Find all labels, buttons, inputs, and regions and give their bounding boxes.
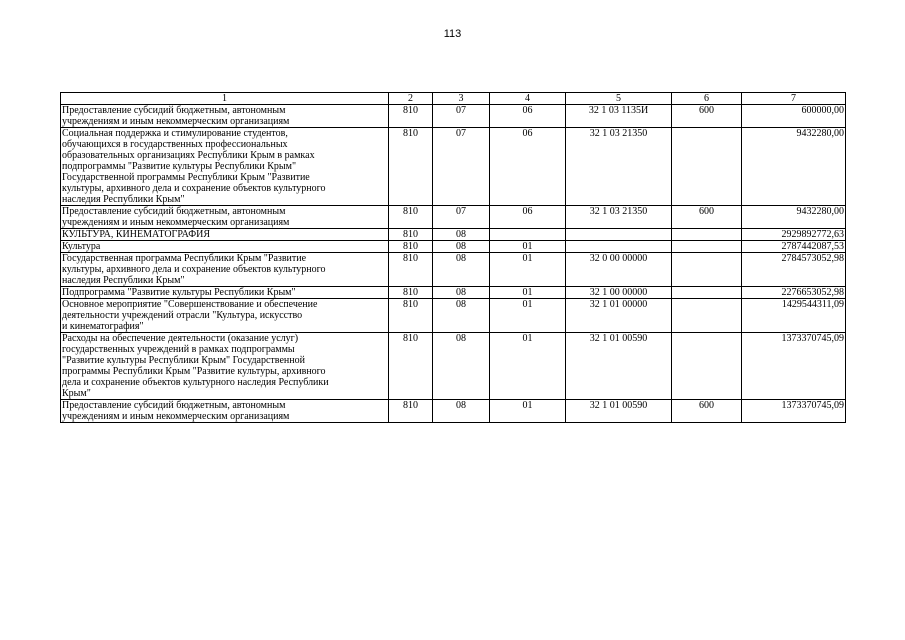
- table-header-row: [61, 93, 846, 105]
- section-code: 07: [433, 206, 490, 229]
- subsection-code: 01: [490, 241, 566, 253]
- amount: 1429544311,09: [742, 299, 846, 333]
- amount: 1373370745,09: [742, 400, 846, 423]
- subsection-code: [490, 229, 566, 241]
- table-row: [61, 206, 846, 229]
- table-row: [61, 128, 846, 206]
- section-code: 08: [433, 229, 490, 241]
- target-article-code: [566, 241, 672, 253]
- column-header: 7: [742, 93, 846, 105]
- subsection-code: 01: [490, 253, 566, 287]
- amount: 9432280,00: [742, 206, 846, 229]
- ministry-code: 810: [389, 333, 433, 400]
- column-header: 1: [61, 93, 389, 105]
- target-article-code: [566, 229, 672, 241]
- target-article-code: 32 0 00 00000: [566, 253, 672, 287]
- section-code: 08: [433, 333, 490, 400]
- table-row: [61, 241, 846, 253]
- ministry-code: 810: [389, 287, 433, 299]
- subsection-code: 01: [490, 400, 566, 423]
- column-header: 5: [566, 93, 672, 105]
- table-row: [61, 287, 846, 299]
- target-article-code: 32 1 00 00000: [566, 287, 672, 299]
- column-header: 2: [389, 93, 433, 105]
- amount: 600000,00: [742, 105, 846, 128]
- target-article-code: 32 1 03 21350: [566, 206, 672, 229]
- amount: 9432280,00: [742, 128, 846, 206]
- target-article-code: 32 1 03 1135И: [566, 105, 672, 128]
- item-name: Культура: [61, 241, 389, 253]
- section-code: 07: [433, 105, 490, 128]
- amount: 2929892772,63: [742, 229, 846, 241]
- ministry-code: 810: [389, 400, 433, 423]
- expense-type-code: 600: [672, 400, 742, 423]
- section-code: 08: [433, 253, 490, 287]
- item-name: Расходы на обеспечение деятельности (оказание услуг) государственных учреждений в рамках подпрограммы "Развитие культуры Республики Крым" Государственной программы Республики Крым "Развитие культуры, архивного дела и сохранение объектов культурного наследия Республики Крым": [61, 333, 389, 400]
- target-article-code: 32 1 01 00590: [566, 400, 672, 423]
- ministry-code: 810: [389, 253, 433, 287]
- target-article-code: 32 1 03 21350: [566, 128, 672, 206]
- item-name: Государственная программа Республики Крым "Развитие культуры, архивного дела и сохранение объектов культурного наследия Республики Крым": [61, 253, 389, 287]
- subsection-code: 01: [490, 333, 566, 400]
- expense-type-code: 600: [672, 206, 742, 229]
- ministry-code: 810: [389, 241, 433, 253]
- ministry-code: 810: [389, 128, 433, 206]
- table-row: [61, 229, 846, 241]
- expense-type-code: [672, 229, 742, 241]
- amount: 1373370745,09: [742, 333, 846, 400]
- page-number: 113: [443, 28, 462, 40]
- section-code: 08: [433, 287, 490, 299]
- ministry-code: 810: [389, 229, 433, 241]
- section-code: 08: [433, 299, 490, 333]
- expense-type-code: [672, 299, 742, 333]
- expense-type-code: 600: [672, 105, 742, 128]
- budget-table: [60, 92, 846, 423]
- item-name: Предоставление субсидий бюджетным, автономным учреждениям и иным некоммерческим организациям: [61, 400, 389, 423]
- target-article-code: 32 1 01 00000: [566, 299, 672, 333]
- column-header: 6: [672, 93, 742, 105]
- table-row: [61, 253, 846, 287]
- column-header: 4: [490, 93, 566, 105]
- expense-type-code: [672, 241, 742, 253]
- column-header: 3: [433, 93, 490, 105]
- ministry-code: 810: [389, 299, 433, 333]
- table-row: [61, 333, 846, 400]
- amount: 2276653052,98: [742, 287, 846, 299]
- subsection-code: 06: [490, 128, 566, 206]
- section-code: 08: [433, 400, 490, 423]
- table-row: [61, 105, 846, 128]
- amount: 2784573052,98: [742, 253, 846, 287]
- ministry-code: 810: [389, 206, 433, 229]
- expense-type-code: [672, 333, 742, 400]
- subsection-code: 06: [490, 105, 566, 128]
- item-name: КУЛЬТУРА, КИНЕМАТОГРАФИЯ: [61, 229, 389, 241]
- table-row: [61, 400, 846, 423]
- item-name: Предоставление субсидий бюджетным, автономным учреждениям и иным некоммерческим организациям: [61, 206, 389, 229]
- table-row: [61, 299, 846, 333]
- expense-type-code: [672, 128, 742, 206]
- expense-type-code: [672, 287, 742, 299]
- section-code: 08: [433, 241, 490, 253]
- subsection-code: 06: [490, 206, 566, 229]
- section-code: 07: [433, 128, 490, 206]
- subsection-code: 01: [490, 287, 566, 299]
- item-name: Основное мероприятие "Совершенствование и обеспечение деятельности учреждений отрасли "Культура, искусство и кинематография": [61, 299, 389, 333]
- item-name: Предоставление субсидий бюджетным, автономным учреждениям и иным некоммерческим организациям: [61, 105, 389, 128]
- subsection-code: 01: [490, 299, 566, 333]
- expense-type-code: [672, 253, 742, 287]
- item-name: Подпрограмма "Развитие культуры Республики Крым": [61, 287, 389, 299]
- ministry-code: 810: [389, 105, 433, 128]
- amount: 2787442087,53: [742, 241, 846, 253]
- target-article-code: 32 1 01 00590: [566, 333, 672, 400]
- item-name: Социальная поддержка и стимулирование студентов, обучающихся в государственных профессиональных образовательных организациях Республики Крым в рамках подпрограммы "Развитие культуры Республики Крым" Государственной программы Республики Крым "Развитие культуры, архивного дела и сохранение объектов культурного наследия Республики Крым": [61, 128, 389, 206]
